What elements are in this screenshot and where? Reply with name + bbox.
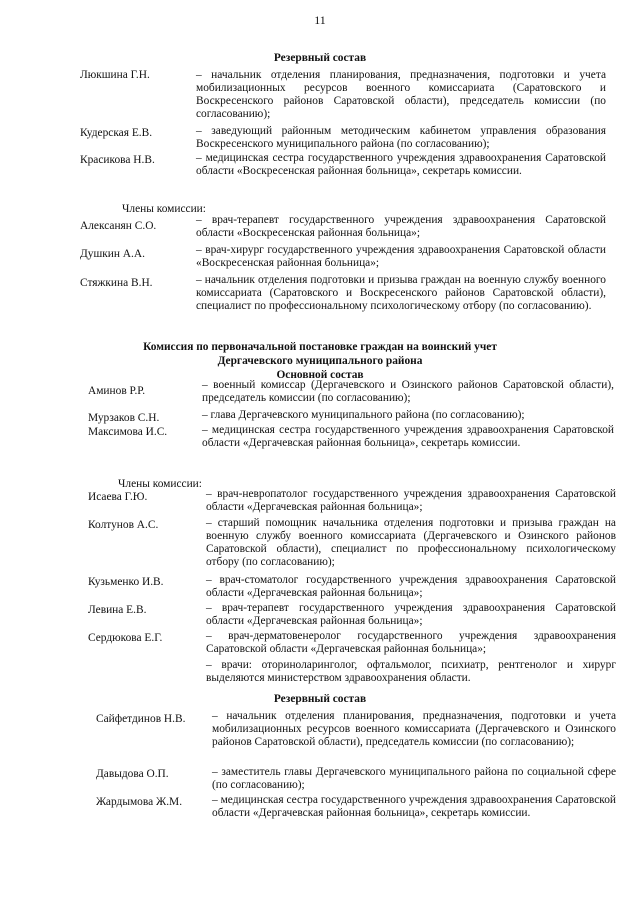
person-name: Колтунов А.С.: [88, 519, 159, 531]
page-number: 11: [314, 13, 326, 27]
main-heading: Основной состав: [276, 369, 364, 381]
members-label: Члены комиссии:: [118, 478, 202, 490]
person-role: – врач-терапевт государственного учреждения здравоохранения Саратовской области «Воскресенская районная больница»;: [196, 214, 606, 239]
person-role: – старший помощник начальника отделения подготовки и призыва граждан на военную службу военного комиссариата (Дергачевского и Озинского районов Саратовской области), специалист по профессиональному психологическому отбору (по согласованию);: [206, 517, 616, 568]
person-role: – врач-дерматовенеролог государственного учреждения здравоохранения Саратовской области «Дергачевская районная больница»;: [206, 630, 616, 655]
person-role: – врач-стоматолог государственного учреждения здравоохранения Саратовской области «Дергачевская районная больница»;: [206, 574, 616, 599]
person-role: – медицинская сестра государственного учреждения здравоохранения Саратовской области «Дергачевская районная больница», секретарь комиссии.: [212, 794, 616, 819]
person-name: Давыдова О.П.: [96, 768, 169, 780]
commission-subtitle: Дергачевского муниципального района: [217, 355, 423, 367]
reserve-heading: Резервный состав: [273, 52, 367, 64]
person-name: Красикова Н.В.: [80, 154, 155, 166]
reserve-heading: Резервный состав: [273, 693, 367, 705]
person-name: Левина Е.В.: [88, 604, 147, 616]
person-role: – военный комиссар (Дергачевского и Озинского районов Саратовской области), председатель комиссии (по согласованию);: [202, 379, 614, 404]
person-role: – начальник отделения планирования, предназначения, подготовки и учета мобилизационных ресурсов военного комиссариата (Дергачевского и Озинского районов Саратовской области), председатель комиссии (по согласованию);: [212, 710, 616, 748]
members-label: Члены комиссии:: [122, 203, 206, 215]
person-name: Стяжкина В.Н.: [80, 277, 153, 289]
person-name: Кузьменко И.В.: [88, 576, 164, 588]
person-role: – начальник отделения планирования, предназначения, подготовки и учета мобилизационных ресурсов военного комиссариата (Саратовского и Воскресенского районов Саратовской области), председатель комиссии (по согласованию);: [196, 69, 606, 120]
person-name: Аминов Р.Р.: [88, 385, 146, 397]
person-role: – врач-хирург государственного учреждения здравоохранения Саратовской области «Воскресенская районная больница»;: [196, 244, 606, 269]
person-role: – врач-терапевт государственного учреждения здравоохранения Саратовской области «Дергачевская районная больница»;: [206, 602, 616, 627]
person-name: Сердюкова Е.Г.: [88, 632, 163, 644]
person-name: Кудерская Е.В.: [80, 127, 153, 139]
person-name: Люкшина Г.Н.: [80, 69, 150, 81]
commission-title: Комиссия по первоначальной постановке граждан на воинский учет: [143, 341, 497, 353]
person-name: Сайфетдинов Н.В.: [96, 713, 186, 725]
person-name: Мурзаков С.Н.: [88, 412, 160, 424]
person-name: Алексанян С.О.: [80, 220, 157, 232]
person-name: Душкин А.А.: [80, 248, 145, 260]
person-name: Жардымова Ж.М.: [96, 796, 183, 808]
person-role: – медицинская сестра государственного учреждения здравоохранения Саратовской области «Дергачевская районная больница», секретарь комиссии.: [202, 424, 614, 449]
person-role: – заведующий районным методическим кабинетом управления образования Воскресенского муниципального района (по согласованию);: [196, 125, 606, 150]
person-role: – врач-невропатолог государственного учреждения здравоохранения Саратовской области «Дергачевская районная больница»;: [206, 488, 616, 513]
person-role: – заместитель главы Дергачевского муниципального района по социальной сфере (по согласованию);: [212, 766, 616, 791]
person-role: – медицинская сестра государственного учреждения здравоохранения Саратовской области «Воскресенская районная больница», секретарь комиссии.: [196, 152, 606, 177]
person-role: – врачи: оториноларинголог, офтальмолог, психиатр, рентгенолог и хирург выделяются министерством здравоохранения области.: [206, 659, 616, 684]
person-role: – глава Дергачевского муниципального района (по согласованию);: [202, 409, 525, 421]
person-role: – начальник отделения подготовки и призыва граждан на военную службу военного комиссариата (Саратовского и Воскресенского районов Саратовской области), специалист по профессиональному психологическому отбору (по согласованию).: [196, 274, 606, 312]
person-name: Максимова И.С.: [88, 426, 168, 438]
person-name: Исаева Г.Ю.: [88, 491, 148, 503]
